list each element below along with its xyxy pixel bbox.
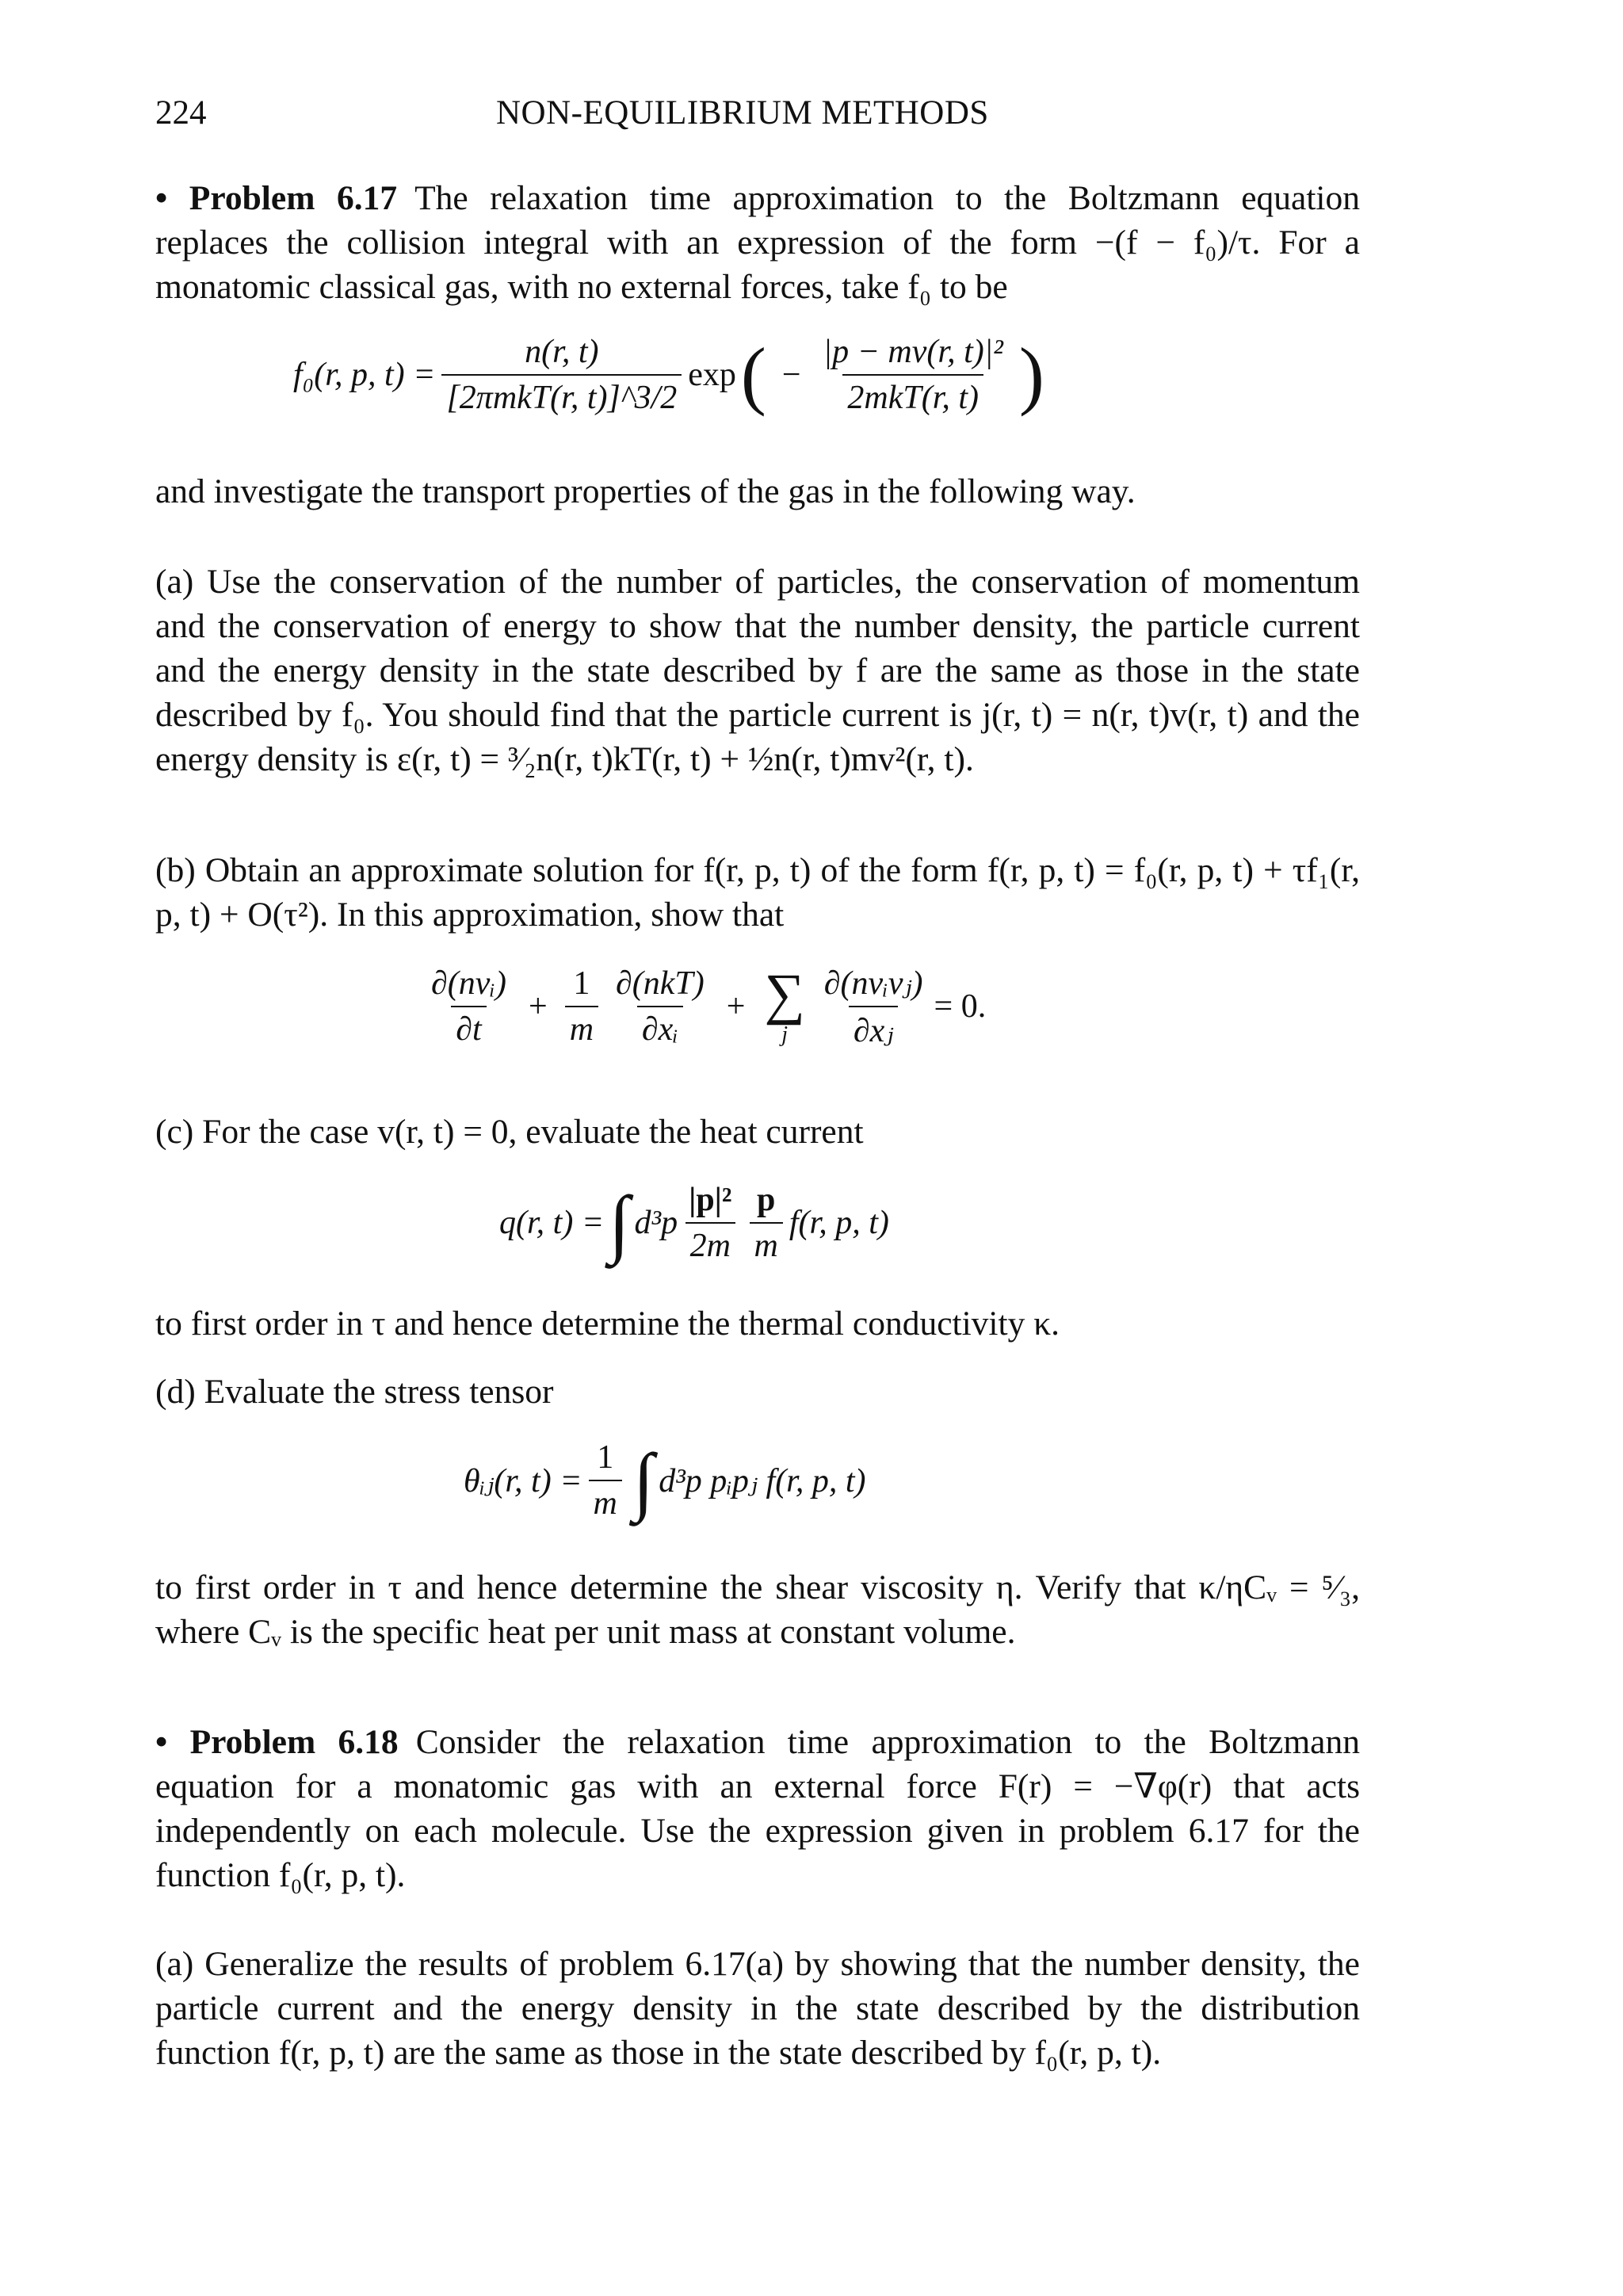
equation-momentum xyxy=(420,963,986,1050)
eq-b-t1-den: ∂t xyxy=(451,1006,486,1049)
equation-heat-current xyxy=(499,1181,889,1265)
part-c xyxy=(155,1110,1360,1154)
eq-f0-lhs: f₀(r, p, t) = xyxy=(293,357,436,393)
plus-sign: + xyxy=(529,988,548,1025)
sum-index: j xyxy=(781,1022,789,1047)
bullet: • xyxy=(155,1723,168,1761)
eq-c-frac1-den: 2m xyxy=(685,1222,735,1265)
problem-6-17-intro xyxy=(155,176,1360,309)
eq-b-term4 xyxy=(819,963,928,1050)
eq-f0-exp-den: 2mkT(r, t) xyxy=(842,374,983,417)
eq-c-frac2-num: p xyxy=(757,1182,776,1218)
eq-c-frac2-den: m xyxy=(750,1222,783,1265)
part-a-text: (a) Generalize the results of problem 6.17(a) by showing that the number density, the particle current and the energy density in the state described by the distribution function f(r, p, t) are the same as those in the state described by f₀(r, p, t). xyxy=(155,1945,1360,2072)
equation-stress-tensor xyxy=(464,1438,866,1522)
running-header xyxy=(155,94,1360,144)
eq-b-rhs: = 0. xyxy=(934,988,987,1025)
after-d-paragraph: to first order in τ and hence determine the shear viscosity η. Verify that κ/ηCᵥ = ⁵⁄₃, where Cᵥ is the specific heat per unit mass at constant volume. xyxy=(155,1568,1360,1651)
eq-f0-prefactor xyxy=(441,333,682,417)
problem-intro-text: The relaxation time approximation to the Boltzmann equation replaces the collision integral with an expression of the form −(f − f₀)/τ. For a monatomic classical gas, with no external forces, take f₀ to be xyxy=(155,179,1361,306)
eq-b-t3-num: ∂(nkT) xyxy=(616,965,705,1002)
part-a-text: (a) Use the conservation of the number of particles, the conservation of momentum and the conservation of energy to show that the number density, the particle current and the energy density in the state described by f are the same as those in the state described by f₀. You should find that the particle current is j(r, t) = n(r, t)v(r, t) and the energy density is ε(r, t) = ³⁄₂n(r, t)kT(r, t) + ½n(r, t)mv²(r, t). xyxy=(155,563,1360,778)
eq-d-frac xyxy=(589,1438,622,1522)
integral-sign: ∫ xyxy=(609,1180,630,1265)
eq-b-t3-den: ∂xᵢ xyxy=(637,1006,683,1049)
after-c-paragraph: to first order in τ and hence determine the thermal conductivity κ. xyxy=(155,1305,1060,1343)
page-number: 224 xyxy=(155,94,207,132)
part-a xyxy=(155,560,1360,781)
eq-b-term1 xyxy=(426,965,511,1049)
after-c-text xyxy=(155,1301,1360,1346)
eq-f0-exp: exp xyxy=(688,357,736,393)
eq-c-frac1 xyxy=(684,1181,736,1265)
eq-f0-den: [2πmkT(r, t)]^3/2 xyxy=(441,374,682,417)
eq-b-t1-num: ∂(nvᵢ) xyxy=(431,965,507,1002)
eq-b-t2-den: m xyxy=(565,1006,598,1049)
eq-c-measure: d³p xyxy=(634,1205,678,1241)
minus-sign: − xyxy=(781,357,801,393)
part-d-text: (d) Evaluate the stress tensor xyxy=(155,1373,554,1411)
eq-b-t4-num: ∂(nvᵢvⱼ) xyxy=(823,965,923,1002)
part-b xyxy=(155,848,1360,937)
problem-6-18-part-a xyxy=(155,1942,1360,2075)
part-d xyxy=(155,1370,1360,1414)
problem-label: Problem 6.18 xyxy=(189,1723,399,1761)
eq-c-lhs: q(r, t) = xyxy=(499,1205,605,1241)
eq-f0-num: n(r, t) xyxy=(525,334,599,370)
problem-label: Problem 6.17 xyxy=(189,179,398,217)
after-f0-paragraph: and investigate the transport properties of the gas in the following way. xyxy=(155,472,1136,510)
sigma-symbol: ∑ xyxy=(764,962,805,1026)
eq-b-t2-num: 1 xyxy=(573,965,590,1002)
eq-c-frac1-num: |p|² xyxy=(689,1182,732,1218)
after-d-text xyxy=(155,1565,1360,1654)
eq-d-lhs: θᵢⱼ(r, t) = xyxy=(464,1463,582,1499)
eq-f0-exp-num: |p − mv(r, t)|² xyxy=(823,334,1003,370)
part-c-text: (c) For the case v(r, t) = 0, evaluate the heat current xyxy=(155,1113,864,1151)
plus-sign: + xyxy=(726,988,746,1025)
left-paren: ( xyxy=(740,332,766,417)
eq-b-t4-den: ∂xⱼ xyxy=(849,1006,899,1050)
summation xyxy=(764,962,805,1048)
after-f0-text xyxy=(155,469,1360,514)
bullet: • xyxy=(155,179,168,217)
problem-6-18-intro xyxy=(155,1720,1360,1897)
eq-b-term3 xyxy=(611,965,709,1049)
problem-intro-text: Consider the relaxation time approximation to the Boltzmann equation for a monatomic gas with an external force F(r) = −∇φ(r) that acts independently on each molecule. Use the expression given in problem 6.17 for the function f₀(r, p, t). xyxy=(155,1723,1360,1894)
eq-d-frac-den: m xyxy=(589,1480,622,1522)
right-paren: ) xyxy=(1018,332,1044,417)
eq-c-frac2 xyxy=(750,1181,783,1265)
equation-f0 xyxy=(293,333,1049,417)
eq-f0-exponent xyxy=(819,333,1008,417)
eq-b-term2 xyxy=(565,965,598,1049)
integral-sign: ∫ xyxy=(632,1438,655,1522)
running-title: NON-EQUILIBRIUM METHODS xyxy=(496,94,989,132)
eq-d-body: d³p pᵢpⱼ f(r, p, t) xyxy=(659,1463,866,1499)
eq-d-frac-num: 1 xyxy=(597,1439,614,1476)
part-b-text: (b) Obtain an approximate solution for f(r, p, t) of the form f(r, p, t) = f₀(r, p, t) + τf₁(r, p, t) + O(τ²). In this approximation, show that xyxy=(155,851,1360,934)
eq-c-tail: f(r, p, t) xyxy=(789,1205,889,1241)
